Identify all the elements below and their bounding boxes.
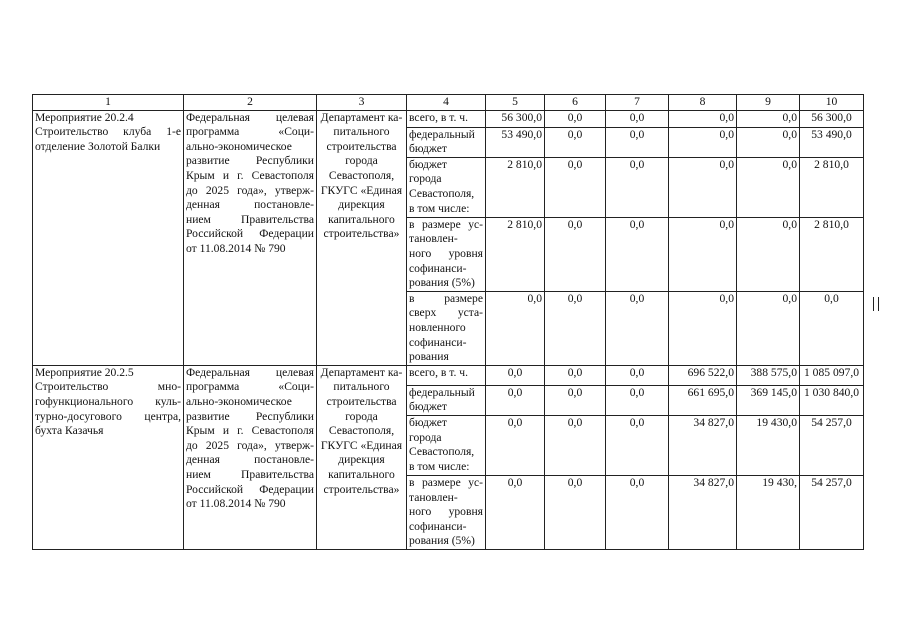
funding-source-line: рования (5%): [409, 534, 475, 548]
value-cell: 1 085 097,0: [800, 365, 864, 385]
measure-line: гофункционального куль-: [35, 394, 181, 408]
program-line: развитие Республики: [186, 409, 314, 423]
program-line: до 2025 года», утверж-: [186, 438, 314, 452]
program-line: от 11.08.2014 № 790: [186, 241, 286, 255]
value-cell: 0,0: [545, 415, 606, 475]
executor-line: ГКУГС «Единая: [320, 183, 403, 197]
value-cell: 19 430,: [737, 475, 800, 549]
executor-line: строительства: [326, 394, 397, 408]
program-cell: [184, 365, 317, 549]
funding-source-line: Севастополя,: [409, 445, 475, 459]
header-cell: 3: [317, 95, 407, 111]
funding-source-line: рования (5%): [409, 276, 475, 290]
program-line: до 2025 года», утверж-: [186, 183, 314, 197]
header-cell: 2: [184, 95, 317, 111]
program-line: нием Правительства: [186, 212, 314, 226]
value-cell: 34 827,0: [669, 415, 737, 475]
value-cell: 56 300,0: [486, 110, 545, 127]
value-cell: 0,0: [606, 157, 669, 217]
program-line: нием Правительства: [186, 467, 314, 481]
value-cell: 0,0: [606, 415, 669, 475]
measure-line: бухта Казачья: [35, 424, 104, 438]
funding-source-line: всего, в т. ч.: [409, 110, 468, 124]
program-line: Федеральная целевая: [186, 110, 314, 124]
measure-line: Строительство клуба 1-е: [35, 125, 181, 139]
value-cell: 369 145,0: [737, 385, 800, 415]
header-cell: 1: [33, 95, 184, 111]
executor-line: капитального: [328, 467, 395, 481]
value-cell: 0,0: [737, 157, 800, 217]
value-cell: 0,0: [545, 127, 606, 157]
value-cell: 56 300,0: [800, 110, 864, 127]
value-cell: 0,0: [669, 110, 737, 127]
value-cell: 54 257,0: [800, 475, 864, 549]
executor-cell: [317, 365, 407, 549]
value-cell: 0,0: [545, 385, 606, 415]
header-cell: 10: [800, 95, 864, 111]
funding-source-line: федеральный: [409, 385, 475, 399]
program-line: денная постановле-: [186, 198, 314, 212]
value-cell: 0,0: [545, 157, 606, 217]
margin-mark: [873, 297, 881, 311]
value-cell: 661 695,0: [669, 385, 737, 415]
funding-source-cell: [407, 217, 486, 291]
program-line: ально-экономическое: [186, 139, 292, 153]
funding-source-line: тановлен-: [409, 490, 458, 504]
program-line: Российской Федерации: [186, 482, 314, 496]
program-line: от 11.08.2014 № 790: [186, 497, 286, 511]
funding-source-line: тановлен-: [409, 232, 458, 246]
measure-cell: [33, 110, 184, 365]
value-cell: 0,0: [545, 365, 606, 385]
funding-source-line: бюджет: [409, 142, 447, 156]
value-cell: 0,0: [545, 110, 606, 127]
program-line: ально-экономическое: [186, 394, 292, 408]
funding-source-line: города: [409, 430, 442, 444]
program-line: Российской Федерации: [186, 227, 314, 241]
header-cell: 5: [486, 95, 545, 111]
value-cell: 0,0: [545, 291, 606, 365]
value-cell: 0,0: [606, 385, 669, 415]
funding-source-line: в размере: [409, 291, 483, 305]
program-line: денная постановле-: [186, 453, 314, 467]
value-cell: 0,0: [737, 291, 800, 365]
header-cell: 7: [606, 95, 669, 111]
value-cell: 53 490,0: [486, 127, 545, 157]
value-cell: 0,0: [486, 365, 545, 385]
value-cell: 53 490,0: [800, 127, 864, 157]
executor-line: города: [345, 409, 378, 423]
value-cell: 0,0: [486, 291, 545, 365]
executor-line: Севастополя,: [328, 168, 395, 182]
value-cell: 0,0: [737, 217, 800, 291]
program-line: Крым и г. Севастополя: [186, 168, 314, 182]
value-cell: 0,0: [669, 217, 737, 291]
value-cell: 0,0: [606, 365, 669, 385]
value-cell: 19 430,0: [737, 415, 800, 475]
funding-source-line: бюджет: [409, 400, 447, 414]
funding-source-line: рования: [409, 350, 449, 364]
funding-source-cell: [407, 127, 486, 157]
table-row: [33, 110, 864, 127]
program-line: развитие Республики: [186, 154, 314, 168]
program-cell: [184, 110, 317, 365]
header-cell: 9: [737, 95, 800, 111]
executor-line: Департамент ка-: [320, 365, 403, 379]
funding-source-line: софинанси-: [409, 335, 467, 349]
funding-source-line: ного уровня: [409, 505, 483, 519]
executor-line: питального: [333, 380, 390, 394]
executor-line: ГКУГС «Единая: [320, 438, 403, 452]
value-cell: 0,0: [737, 127, 800, 157]
funding-source-line: федеральный: [409, 127, 475, 141]
value-cell: 2 810,0: [800, 217, 864, 291]
funding-source-cell: [407, 291, 486, 365]
value-cell: 388 575,0: [737, 365, 800, 385]
program-line: Федеральная целевая: [186, 365, 314, 379]
funding-source-cell: [407, 475, 486, 549]
funding-source-line: Севастополя,: [409, 186, 475, 200]
value-cell: 0,0: [486, 385, 545, 415]
funding-source-line: в том числе:: [409, 459, 470, 473]
executor-line: питального: [333, 125, 390, 139]
value-cell: 2 810,0: [486, 157, 545, 217]
funding-source-line: софинанси-: [409, 261, 467, 275]
funding-source-cell: [407, 385, 486, 415]
executor-line: Севастополя,: [328, 424, 395, 438]
measure-line: турно-досугового центра,: [35, 409, 181, 423]
measure-cell: [33, 365, 184, 549]
program-line: программа «Соци-: [186, 380, 314, 394]
funding-source-line: сверх уста-: [409, 306, 483, 320]
executor-cell: [317, 110, 407, 365]
header-cell: 8: [669, 95, 737, 111]
value-cell: 0,0: [606, 475, 669, 549]
header-cell: 4: [407, 95, 486, 111]
value-cell: 2 810,0: [486, 217, 545, 291]
funding-source-cell: [407, 157, 486, 217]
funding-source-line: в размере ус-: [409, 475, 483, 489]
funding-source-line: всего, в т. ч.: [409, 365, 468, 379]
value-cell: 0,0: [606, 127, 669, 157]
value-cell: 0,0: [486, 415, 545, 475]
value-cell: 0,0: [800, 291, 864, 365]
funding-source-line: новленного: [409, 320, 466, 334]
funding-source-line: бюджет: [409, 415, 447, 429]
value-cell: 2 810,0: [800, 157, 864, 217]
measure-line: Строительство мно-: [35, 380, 181, 394]
measure-line: отделение Золотой Балки: [35, 139, 161, 153]
funding-source-cell: [407, 110, 486, 127]
measure-line: Мероприятие 20.2.4: [35, 110, 134, 124]
value-cell: 0,0: [606, 291, 669, 365]
header-row: [33, 95, 864, 111]
value-cell: 0,0: [606, 110, 669, 127]
value-cell: 0,0: [669, 157, 737, 217]
value-cell: 0,0: [737, 110, 800, 127]
executor-line: капитального: [328, 212, 395, 226]
executor-line: строительства»: [323, 227, 400, 241]
funding-source-line: в том числе:: [409, 201, 470, 215]
executor-line: дирекция: [338, 198, 385, 212]
value-cell: 0,0: [669, 291, 737, 365]
funding-source-line: софинанси-: [409, 519, 467, 533]
executor-line: строительства»: [323, 482, 400, 496]
value-cell: 1 030 840,0: [800, 385, 864, 415]
funding-source-line: города: [409, 172, 442, 186]
funding-source-cell: [407, 365, 486, 385]
program-line: программа «Соци-: [186, 125, 314, 139]
executor-line: дирекция: [338, 453, 385, 467]
value-cell: 0,0: [545, 217, 606, 291]
funding-source-line: бюджет: [409, 157, 447, 171]
budget-table: [32, 94, 864, 550]
program-line: Крым и г. Севастополя: [186, 424, 314, 438]
funding-source-line: в размере ус-: [409, 217, 483, 231]
measure-line: Мероприятие 20.2.5: [35, 365, 134, 379]
executor-line: строительства: [326, 139, 397, 153]
value-cell: 0,0: [669, 127, 737, 157]
value-cell: 696 522,0: [669, 365, 737, 385]
executor-line: Департамент ка-: [320, 110, 403, 124]
value-cell: 0,0: [545, 475, 606, 549]
funding-source-line: ного уровня: [409, 246, 483, 260]
value-cell: 54 257,0: [800, 415, 864, 475]
header-cell: 6: [545, 95, 606, 111]
value-cell: 34 827,0: [669, 475, 737, 549]
funding-source-cell: [407, 415, 486, 475]
value-cell: 0,0: [486, 475, 545, 549]
value-cell: 0,0: [606, 217, 669, 291]
table-row: [33, 365, 864, 385]
executor-line: города: [345, 154, 378, 168]
